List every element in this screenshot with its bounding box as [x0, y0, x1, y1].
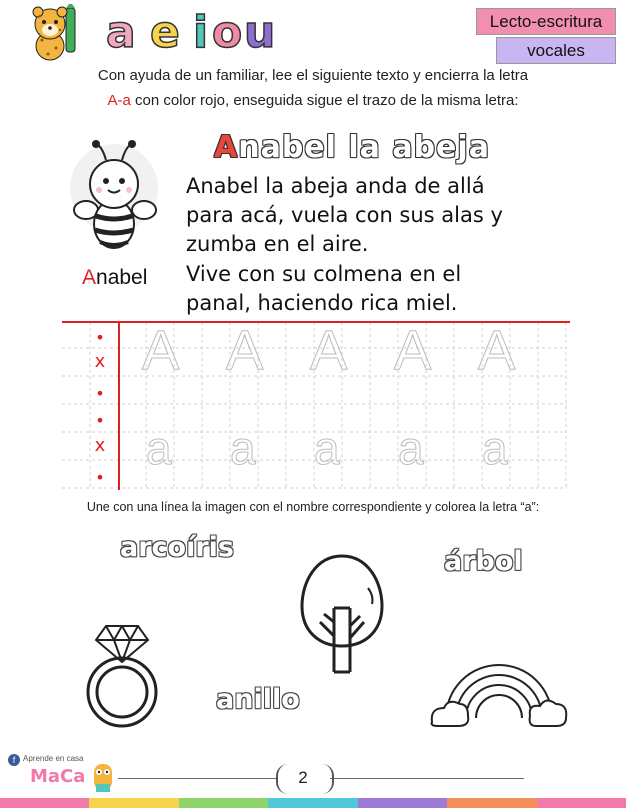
bee-illustration: [68, 138, 164, 258]
story-line-3: zumba en el aire.: [186, 232, 369, 256]
tracing-marker: x: [94, 351, 106, 372]
matching-instruction: Une con una línea la imagen con el nombre correspondiente y colorea la letra “a”:: [86, 500, 540, 514]
footer-rule-left: [118, 778, 276, 779]
story-title: [214, 130, 490, 165]
trace-letter-lower[interactable]: a: [482, 422, 508, 474]
trace-letter-upper[interactable]: A: [478, 318, 516, 381]
instructions-line-2: [0, 92, 626, 109]
trace-letter-lower[interactable]: a: [314, 422, 340, 474]
rainbow-icon[interactable]: [428, 648, 570, 730]
trace-letter-upper[interactable]: A: [142, 318, 180, 381]
tracing-marker: x: [94, 435, 106, 456]
topic-tag: vocales: [496, 37, 616, 64]
bee-name-label: [82, 266, 147, 290]
trace-letter-upper[interactable]: A: [310, 318, 348, 381]
tracing-marker: •: [95, 384, 105, 403]
brand-tagline: Aprende en casa: [23, 754, 84, 763]
trace-letter-lower[interactable]: a: [398, 422, 424, 474]
tree-icon[interactable]: [298, 552, 386, 676]
footer-rule-right: [330, 778, 524, 779]
vowel-o: o: [212, 7, 243, 58]
story-line-1: Anabel la abeja anda de allá: [186, 174, 485, 198]
instructions-line-1: Con ayuda de un familiar, lee el siguiente texto y encierra la letra: [97, 67, 529, 84]
word-arcoiris[interactable]: arcoíris: [120, 532, 234, 563]
tracing-marker: •: [95, 328, 105, 347]
trace-letter-upper[interactable]: A: [394, 318, 432, 381]
brand-name: MaCa: [30, 766, 86, 787]
trace-letter-lower[interactable]: a: [146, 422, 172, 474]
footer-stripe: [268, 798, 357, 808]
footer-stripe: [89, 798, 178, 808]
word-anillo[interactable]: anillo: [216, 684, 300, 715]
story-line-5: panal, haciendo rica miel.: [186, 291, 458, 315]
owl-mascot-icon: [90, 754, 116, 794]
footer-stripe: [358, 798, 447, 808]
word-arbol[interactable]: árbol: [444, 546, 523, 577]
footer-color-strip: [0, 798, 626, 808]
story-title-first: A: [214, 130, 239, 165]
story-line-2: para acá, vuela con sus alas y: [186, 203, 503, 227]
bee-name-first: A: [82, 266, 97, 289]
vowel-a: a: [106, 7, 136, 58]
facebook-icon: f: [8, 754, 20, 766]
page-number: 2: [298, 768, 308, 787]
tracing-marker: •: [95, 411, 105, 430]
subject-tag: Lecto-escritura: [476, 8, 616, 35]
vowel-u: u: [244, 7, 276, 58]
vowel-e: e: [150, 7, 180, 58]
footer-stripe: [179, 798, 268, 808]
footer-stripe: [447, 798, 536, 808]
story-line-4: Vive con su colmena en el: [186, 262, 462, 286]
tracing-marker: •: [95, 468, 105, 487]
cheetah-mascot-icon: [30, 4, 82, 62]
ring-icon[interactable]: [80, 620, 164, 728]
bee-name-rest: nabel: [96, 266, 148, 289]
instructions-highlight: A-a: [107, 92, 131, 109]
footer-brand: [6, 752, 118, 798]
footer-stripe: [537, 798, 626, 808]
footer-stripe: [0, 798, 89, 808]
instructions-rest: con color rojo, enseguida sigue el trazo de la misma letra:: [130, 92, 519, 109]
story-title-rest: nabel la abeja: [238, 130, 490, 165]
trace-letter-lower[interactable]: a: [230, 422, 256, 474]
trace-letter-upper[interactable]: A: [226, 318, 264, 381]
vowel-i: i: [193, 7, 209, 58]
